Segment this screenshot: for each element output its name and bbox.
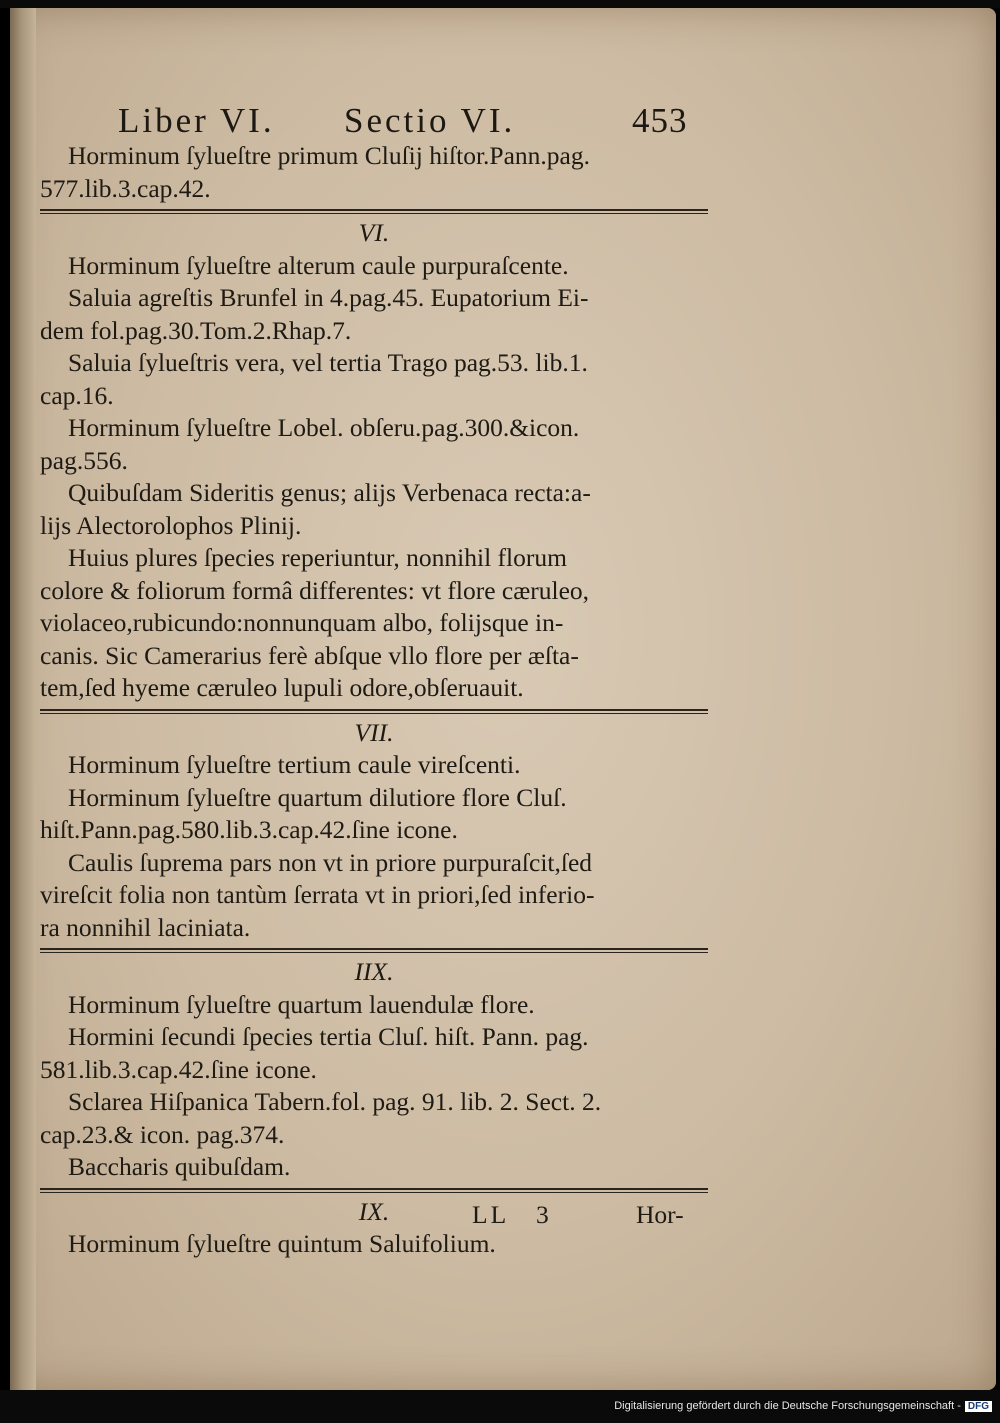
text-line: Horminum ſylueſtre Lobel. obſeru.pag.300.&icon. [68, 413, 580, 442]
text-line: Caulis ſuprema pars non vt in priore purpuraſcit,ſed [68, 847, 593, 877]
text-line: tem,ſed hyeme cæruleo lupuli odore,obſeruauit. [40, 673, 524, 702]
text-line: Horminum ſylueſtre tertium caule vireſcenti. [68, 750, 521, 779]
footer-text: Digitalisierung gefördert durch die Deutsche Forschungsgemeinschaft - [614, 1400, 961, 1412]
text-line: Hormini ſecundi ſpecies tertia Cluſ. hiſt. Pann. pag. [68, 1022, 589, 1051]
text-line: Horminum ſylueſtre primum Cluſij hiſtor.Pann.pag. [68, 141, 591, 170]
signature-number: 3 [536, 1200, 549, 1229]
text-line: lijs Alectorolophos Plinij. [40, 510, 302, 540]
text-line: dem fol.pag.30.Tom.2.Rhap.7. [40, 315, 352, 345]
text-line: Horminum ſylueſtre quartum dilutiore flore Cluſ. [68, 782, 567, 812]
section-heading-vii: VII. [354, 717, 394, 747]
page-gutter [10, 8, 36, 1390]
text-line: Horminum ſylueſtre quartum lauendulæ flore. [68, 989, 535, 1019]
text-line: Horminum ſylueſtre alterum caule purpuraſcente. [68, 250, 569, 280]
running-head-sectio: Sectio VI. [344, 101, 516, 140]
page-number: 453 [632, 101, 688, 140]
text-line: Quibuſdam Sideritis genus; alijs Verbenaca recta:a- [68, 478, 591, 507]
text-line: Baccharis quibuſdam. [68, 1152, 291, 1181]
section-rule [40, 205, 708, 217]
signature-mark: LL [472, 1200, 510, 1229]
text-line: canis. Sic Camerarius ferè abſque vllo flore per æſta- [40, 640, 579, 670]
text-line: Huius plures ſpecies reperiuntur, nonnihil florum [68, 543, 567, 572]
text-line: cap.23.& icon. pag.374. [40, 1119, 285, 1149]
text-line: hiſt.Pann.pag.580.lib.3.cap.42.ſine icone. [40, 815, 458, 844]
catchline [472, 1200, 702, 1232]
text-line: vireſcit folia non tantùm ſerrata vt in priori,ſed inferio- [40, 880, 595, 909]
section-heading-iix: IIX. [354, 957, 394, 986]
text-line: cap.16. [40, 380, 114, 410]
running-head [118, 101, 718, 143]
text-line: ra nonnihil laciniata. [40, 912, 251, 942]
section-rule [40, 705, 708, 717]
scanned-page [0, 8, 1000, 1390]
text-line: colore & foliorum formâ differentes: vt flore cæruleo, [40, 575, 590, 605]
text-line: 577.lib.3.cap.42. [40, 173, 211, 203]
text-line: Saluia ſylueſtris vera, vel tertia Trago pag.53. lib.1. [68, 348, 588, 377]
running-head-liber: Liber VI. [118, 101, 275, 140]
catchword: Hor- [636, 1200, 684, 1229]
text-line: Sclarea Hiſpanica Tabern.fol. pag. 91. lib. 2. Sect. 2. [68, 1087, 602, 1116]
section-heading-vi: VI. [358, 218, 390, 247]
body-text [40, 140, 708, 1261]
section-rule [40, 1184, 708, 1196]
section-heading-ix: IX. [358, 1196, 390, 1226]
text-line: violaceo,rubicundo:nonnunquam albo, folijsque in- [40, 608, 564, 637]
text-line: 581.lib.3.cap.42.ſine icone. [40, 1054, 317, 1084]
text-line: Saluia agreſtis Brunfel in 4.pag.45. Eupatorium Ei- [68, 283, 589, 312]
digitization-footer [614, 1400, 992, 1418]
dfg-logo: DFG [965, 1401, 992, 1412]
section-rule [40, 944, 708, 956]
text-line: pag.556. [40, 445, 128, 475]
text-line: Horminum ſylueſtre quintum Saluifolium. [68, 1229, 496, 1258]
